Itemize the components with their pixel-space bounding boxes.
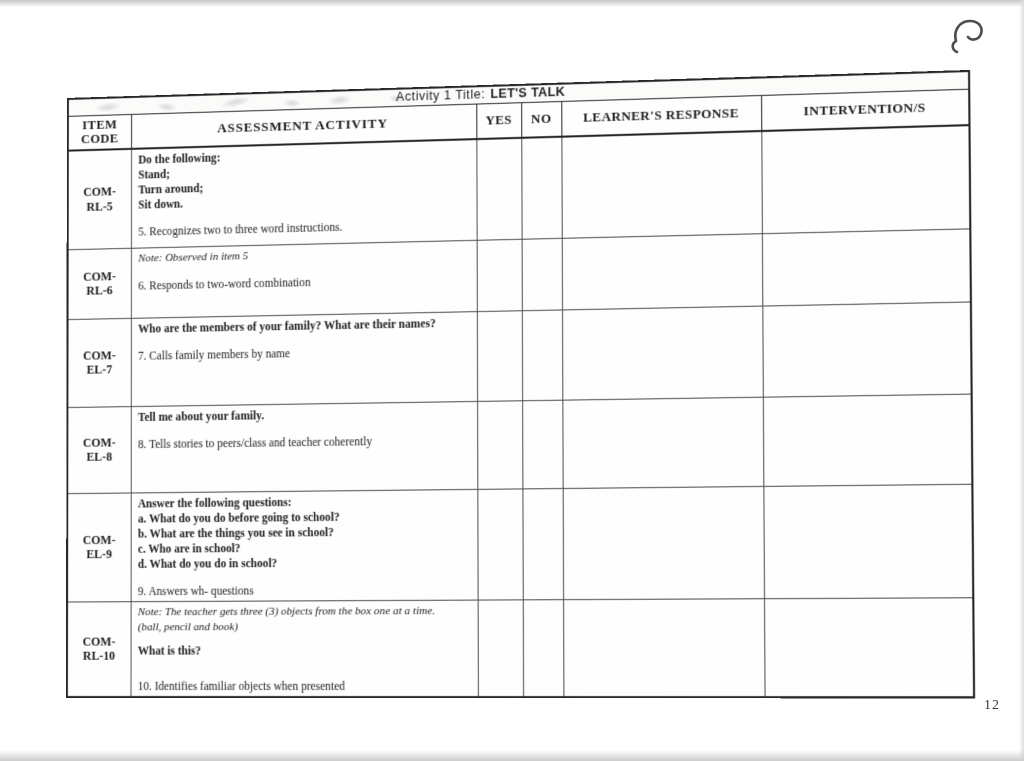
activity-item: 9. Answers wh- questions (137, 583, 254, 598)
yes-cell (477, 488, 522, 599)
scan-artifact-top-edge (0, 0, 1024, 8)
no-cell (522, 400, 563, 489)
assessment-table-container (66, 70, 973, 692)
item-code: COM- EL-8 (67, 406, 131, 493)
interventions-cell (764, 597, 974, 697)
learners-response-cell (561, 131, 761, 238)
no-cell (522, 488, 563, 599)
assessment-activity-cell (131, 401, 478, 493)
activity-title-label: Activity 1 Title: (396, 87, 486, 105)
column-header-learners-response: LEARNER'S RESPONSE (561, 95, 761, 137)
column-header-interventions: INTERVENTION/S (761, 89, 969, 131)
learners-response-cell (562, 306, 763, 400)
assessment-table (66, 70, 975, 698)
column-header-item-code: ITEM CODE (68, 114, 131, 151)
table-row-com-el-8 (67, 394, 972, 494)
interventions-cell (763, 394, 973, 486)
interventions-cell (761, 125, 970, 233)
item-code: COM- RL-6 (68, 248, 131, 319)
no-cell (522, 238, 562, 310)
learners-response-cell (562, 397, 763, 488)
handwritten-mark-5 (948, 16, 994, 60)
interventions-cell (763, 484, 973, 598)
item-code: COM- EL-7 (67, 318, 130, 407)
yes-cell (477, 239, 522, 311)
assessment-activity-cell (131, 240, 477, 318)
yes-cell (476, 138, 521, 240)
learners-response-cell (562, 233, 763, 309)
no-cell (522, 309, 563, 400)
interventions-cell (762, 301, 971, 396)
table-row-com-rl-10 (67, 597, 974, 697)
item-code: COM- EL-9 (67, 492, 131, 601)
interventions-cell (762, 228, 971, 305)
column-header-no: NO (521, 101, 561, 138)
page-number: 12 (984, 698, 1000, 713)
no-cell (521, 137, 561, 239)
activity-item: 5. Recognizes two to three word instructions. (138, 220, 343, 239)
activity-prompt: Do the following: Stand; Turn around; Sit down. (138, 151, 221, 212)
activity-title-value: LET'S TALK (490, 84, 566, 102)
activity-note: Note: Observed in item 5 (138, 249, 249, 265)
table-row-com-el-9 (67, 484, 973, 602)
assessment-activity-cell (131, 311, 477, 406)
scan-artifact-right-edge (1019, 0, 1024, 761)
no-cell (523, 599, 564, 696)
scan-artifact-bottom-edge (0, 749, 1024, 761)
activity-note: Note: The teacher gets three (3) objects from the box one at a time. (ball, pencil and book) (137, 604, 436, 633)
activity-item: 6. Responds to two-word combination (138, 275, 311, 293)
column-header-yes: YES (476, 102, 521, 139)
activity-item: 7. Calls family members by name (138, 346, 291, 363)
activity-item: 10. Identifies familiar objects when presented (137, 679, 345, 693)
activity-prompt: Who are the members of your family? What are their names? (138, 316, 436, 336)
table-row-com-el-7 (67, 301, 971, 407)
item-code: COM- RL-10 (67, 601, 131, 696)
yes-cell (477, 310, 522, 401)
activity-prompt: Answer the following questions: a. What do you do before going to school? b. What are the things you see in school? c. Who are in school? d. What do you do in school? (137, 495, 340, 571)
activity-item: 8. Tells stories to peers/class and teacher coherently (138, 434, 373, 451)
column-header-assessment-activity: ASSESSMENT ACTIVITY (131, 104, 476, 149)
yes-cell (478, 599, 523, 696)
assessment-activity-cell (131, 600, 478, 697)
item-code: COM- RL-5 (68, 149, 131, 249)
assessment-activity-cell (131, 139, 477, 248)
learners-response-cell (563, 598, 764, 696)
learners-response-cell (563, 486, 764, 599)
activity-prompt: What is this? (137, 643, 201, 658)
yes-cell (477, 400, 522, 489)
assessment-activity-cell (131, 489, 478, 601)
activity-prompt: Tell me about your family. (138, 408, 265, 424)
